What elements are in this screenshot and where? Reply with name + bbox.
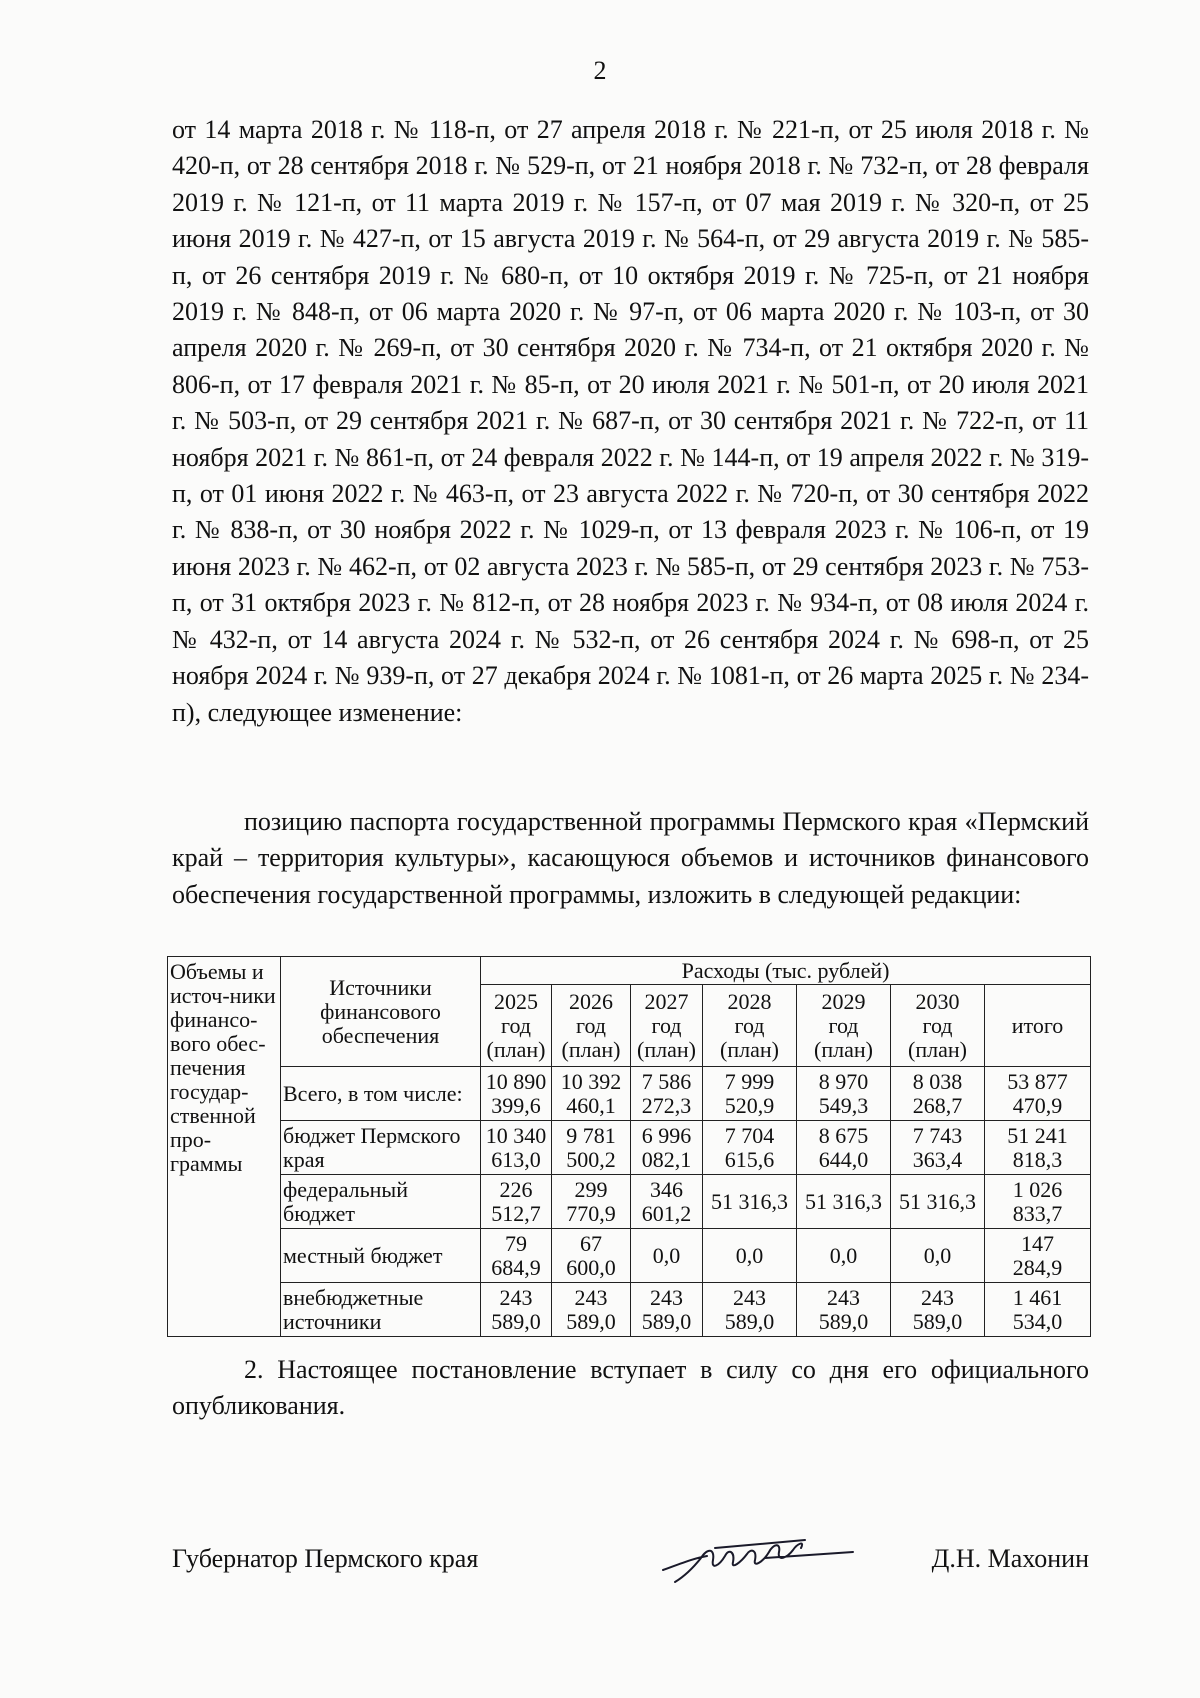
handwritten-signature xyxy=(655,1518,855,1596)
year-header-year: 2029 xyxy=(821,988,866,1014)
value-cell xyxy=(631,1121,703,1175)
value-part: 8 970 xyxy=(818,1068,869,1094)
value-cell xyxy=(631,1229,703,1283)
value-cell xyxy=(891,1121,985,1175)
value-part: 51 316,3 xyxy=(805,1188,882,1214)
value-part: 082,1 xyxy=(641,1146,692,1172)
year-header-year: 2025 xyxy=(494,988,538,1014)
value-part: 363,4 xyxy=(912,1146,963,1172)
year-header xyxy=(552,985,631,1067)
funding-table xyxy=(167,956,1091,1337)
value-part: 589,0 xyxy=(566,1308,616,1334)
value-part: 399,6 xyxy=(491,1092,541,1118)
value-cell xyxy=(481,1175,552,1229)
value-part: 520,9 xyxy=(724,1092,775,1118)
value-part: 770,9 xyxy=(566,1200,616,1226)
value-cell xyxy=(797,1175,891,1229)
year-header xyxy=(703,985,797,1067)
value-part: 589,0 xyxy=(818,1308,869,1334)
value-cell xyxy=(481,1229,552,1283)
source-cell: внебюджетные источники xyxy=(281,1283,481,1337)
value-cell xyxy=(552,1121,631,1175)
value-part: 7 586 xyxy=(641,1068,692,1094)
year-header-note: (план) xyxy=(561,1036,621,1062)
value-part: 272,3 xyxy=(641,1092,692,1118)
value-part: 0,0 xyxy=(735,1242,764,1268)
table-row xyxy=(168,1067,1091,1121)
value-part: 268,7 xyxy=(912,1092,963,1118)
value-cell xyxy=(891,1283,985,1337)
value-cell xyxy=(797,1121,891,1175)
value-part: 644,0 xyxy=(818,1146,869,1172)
value-part: 613,0 xyxy=(491,1146,541,1172)
year-header-note: (план) xyxy=(637,1036,696,1062)
year-header xyxy=(797,985,891,1067)
year-header-note: (план) xyxy=(814,1036,873,1062)
value-cell xyxy=(703,1175,797,1229)
year-header-note: (план) xyxy=(720,1036,779,1062)
value-part: 512,7 xyxy=(491,1200,541,1226)
value-part: 10 340 xyxy=(485,1122,547,1148)
year-header-year: 2028 xyxy=(727,988,772,1014)
year-header-unit: год xyxy=(575,1012,607,1038)
table-row xyxy=(168,1229,1091,1283)
value-part: 601,2 xyxy=(641,1200,692,1226)
value-part: 243 xyxy=(921,1284,954,1310)
value-part: 6 996 xyxy=(641,1122,692,1148)
value-part: 243 xyxy=(574,1284,608,1310)
value-part: 549,3 xyxy=(818,1092,869,1118)
total-part: 1 461 xyxy=(1012,1284,1063,1310)
value-part: 51 316,3 xyxy=(899,1188,976,1214)
value-part: 684,9 xyxy=(491,1254,541,1280)
value-part: 500,2 xyxy=(566,1146,616,1172)
total-part: 818,3 xyxy=(1012,1146,1063,1172)
value-part: 299 xyxy=(574,1176,608,1202)
value-cell xyxy=(703,1121,797,1175)
value-cell xyxy=(703,1067,797,1121)
year-header-year: 2027 xyxy=(644,988,689,1014)
total-part: 53 877 xyxy=(1007,1068,1068,1094)
year-header xyxy=(891,985,985,1067)
total-cell xyxy=(985,1067,1091,1121)
value-cell xyxy=(891,1175,985,1229)
section-label-cell: Объемы и источ-ники финансо-вого обес-печения государ-ственной про-граммы xyxy=(168,957,281,1337)
value-part: 243 xyxy=(499,1284,533,1310)
value-part: 8 675 xyxy=(818,1122,869,1148)
total-part: 284,9 xyxy=(1012,1254,1063,1280)
value-cell xyxy=(703,1229,797,1283)
value-cell xyxy=(481,1283,552,1337)
source-cell: бюджет Пермского края xyxy=(281,1121,481,1175)
value-part: 615,6 xyxy=(724,1146,775,1172)
total-cell xyxy=(985,1283,1091,1337)
value-part: 226 xyxy=(499,1176,533,1202)
value-cell xyxy=(891,1229,985,1283)
year-header-unit: год xyxy=(734,1012,765,1038)
page-number: 2 xyxy=(593,56,607,85)
value-part: 0,0 xyxy=(652,1242,681,1268)
year-header-year: 2030 xyxy=(915,988,960,1014)
total-part: 833,7 xyxy=(1012,1200,1063,1226)
value-cell xyxy=(481,1067,552,1121)
value-cell xyxy=(797,1067,891,1121)
year-header-unit: год xyxy=(651,1012,682,1038)
expenses-header: Расходы (тыс. рублей) xyxy=(481,957,1091,985)
value-part: 79 xyxy=(505,1230,527,1256)
year-header xyxy=(631,985,703,1067)
total-part: 51 241 xyxy=(1007,1122,1068,1148)
value-part: 346 xyxy=(650,1176,683,1202)
value-cell xyxy=(631,1175,703,1229)
source-cell: местный бюджет xyxy=(281,1229,481,1283)
table-row xyxy=(168,1175,1091,1229)
value-part: 8 038 xyxy=(912,1068,963,1094)
value-part: 589,0 xyxy=(724,1308,775,1334)
value-part: 589,0 xyxy=(641,1308,692,1334)
value-cell xyxy=(797,1283,891,1337)
value-part: 10 392 xyxy=(560,1068,622,1094)
table-row xyxy=(168,1121,1091,1175)
value-cell xyxy=(703,1283,797,1337)
value-cell xyxy=(631,1067,703,1121)
signature-block xyxy=(172,1536,1089,1580)
value-cell xyxy=(797,1229,891,1283)
value-cell xyxy=(552,1175,631,1229)
change-paragraph: позицию паспорта государственной программы Пермского края «Пермский край – территория культуры», касающуюся объемов и источников финансового обеспечения государственной программы, изложить в следующей редакции: xyxy=(172,807,1089,909)
total-cell xyxy=(985,1229,1091,1283)
year-header-unit: год xyxy=(922,1012,953,1038)
signatory-name: Д.Н. Махонин xyxy=(931,1544,1089,1573)
total-part: 147 xyxy=(1021,1230,1055,1256)
year-header xyxy=(481,985,552,1067)
value-part: 10 890 xyxy=(485,1068,547,1094)
value-part: 51 316,3 xyxy=(711,1188,788,1214)
sources-header: Источники финансового обеспечения xyxy=(281,957,481,1067)
total-header: итого xyxy=(985,985,1091,1067)
value-part: 0,0 xyxy=(829,1242,858,1268)
total-part: 534,0 xyxy=(1012,1308,1063,1334)
year-header-note: (план) xyxy=(908,1036,967,1062)
value-cell xyxy=(552,1067,631,1121)
table-row xyxy=(168,1283,1091,1337)
value-part: 460,1 xyxy=(566,1092,616,1118)
total-cell xyxy=(985,1175,1091,1229)
value-part: 7 743 xyxy=(912,1122,963,1148)
value-part: 243 xyxy=(827,1284,860,1310)
effective-paragraph: 2. Настоящее постановление вступает в силу со дня его официального опубликования. xyxy=(172,1355,1089,1421)
value-cell xyxy=(552,1229,631,1283)
year-header-year: 2026 xyxy=(569,988,613,1014)
total-cell xyxy=(985,1121,1091,1175)
signatory-title: Губернатор Пермского края xyxy=(172,1544,479,1573)
value-part: 7 704 xyxy=(724,1122,775,1148)
year-header-note: (план) xyxy=(486,1036,546,1062)
value-part: 243 xyxy=(650,1284,683,1310)
value-cell xyxy=(481,1121,552,1175)
value-cell xyxy=(631,1283,703,1337)
value-part: 589,0 xyxy=(491,1308,541,1334)
value-part: 589,0 xyxy=(912,1308,963,1334)
value-part: 600,0 xyxy=(566,1254,616,1280)
total-part: 470,9 xyxy=(1012,1092,1063,1118)
year-header-unit: год xyxy=(828,1012,859,1038)
value-part: 243 xyxy=(733,1284,766,1310)
source-cell: федеральный бюджет xyxy=(281,1175,481,1229)
total-part: 1 026 xyxy=(1012,1176,1063,1202)
value-cell xyxy=(552,1283,631,1337)
year-header-unit: год xyxy=(500,1012,532,1038)
value-part: 9 781 xyxy=(566,1122,616,1148)
amendments-paragraph: от 14 марта 2018 г. № 118-п, от 27 апреля 2018 г. № 221-п, от 25 июля 2018 г. № 420-п, от 28 сентября 2018 г. № 529-п, от 21 ноября 2018 г. № 732-п, от 28 февраля 2019 г. № 121-п, от 11 марта 2019 г. № 157-п, от 07 мая 2019 г. № 320-п, от 25 июня 2019 г. № 427-п, от 15 августа 2019 г. № 564-п, от 29 августа 2019 г. № 585-п, от 26 сентября 2019 г. № 680-п, от 10 октября 2019 г. № 725-п, от 21 ноября 2019 г. № 848-п, от 06 марта 2020 г. № 97-п, от 06 марта 2020 г. № 103-п, от 30 апреля 2020 г. № 269-п, от 30 сентября 2020 г. № 734-п, от 21 октября 2020 г. № 806-п, от 17 февраля 2021 г. № 85-п, от 20 июля 2021 г. № 501-п, от 20 июля 2021 г. № 503-п, от 29 сентября 2021 г. № 687-п, от 30 сентября 2021 г. № 722-п, от 11 ноября 2021 г. № 861-п, от 24 февраля 2022 г. № 144-п, от 19 апреля 2022 г. № 319-п, от 01 июня 2022 г. № 463-п, от 23 августа 2022 г. № 720-п, от 30 сентября 2022 г. № 838-п, от 30 ноября 2022 г. № 1029-п, от 13 февраля 2023 г. № 106-п, от 19 июня 2023 г. № 462-п, от 02 августа 2023 г. № 585-п, от 29 сентября 2023 г. № 753-п, от 31 октября 2023 г. № 812-п, от 28 ноября 2023 г. № 934-п, от 08 июля 2024 г. № 432-п, от 14 августа 2024 г. № 532-п, от 26 сентября 2024 г. № 698-п, от 25 ноября 2024 г. № 939-п, от 27 декабря 2024 г. № 1081-п, от 26 марта 2025 г. № 234-п), следующее изменение: xyxy=(172,115,1089,727)
value-part: 67 xyxy=(580,1230,602,1256)
value-part: 0,0 xyxy=(923,1242,952,1268)
value-part: 7 999 xyxy=(724,1068,775,1094)
source-cell: Всего, в том числе: xyxy=(281,1067,481,1121)
value-cell xyxy=(891,1067,985,1121)
